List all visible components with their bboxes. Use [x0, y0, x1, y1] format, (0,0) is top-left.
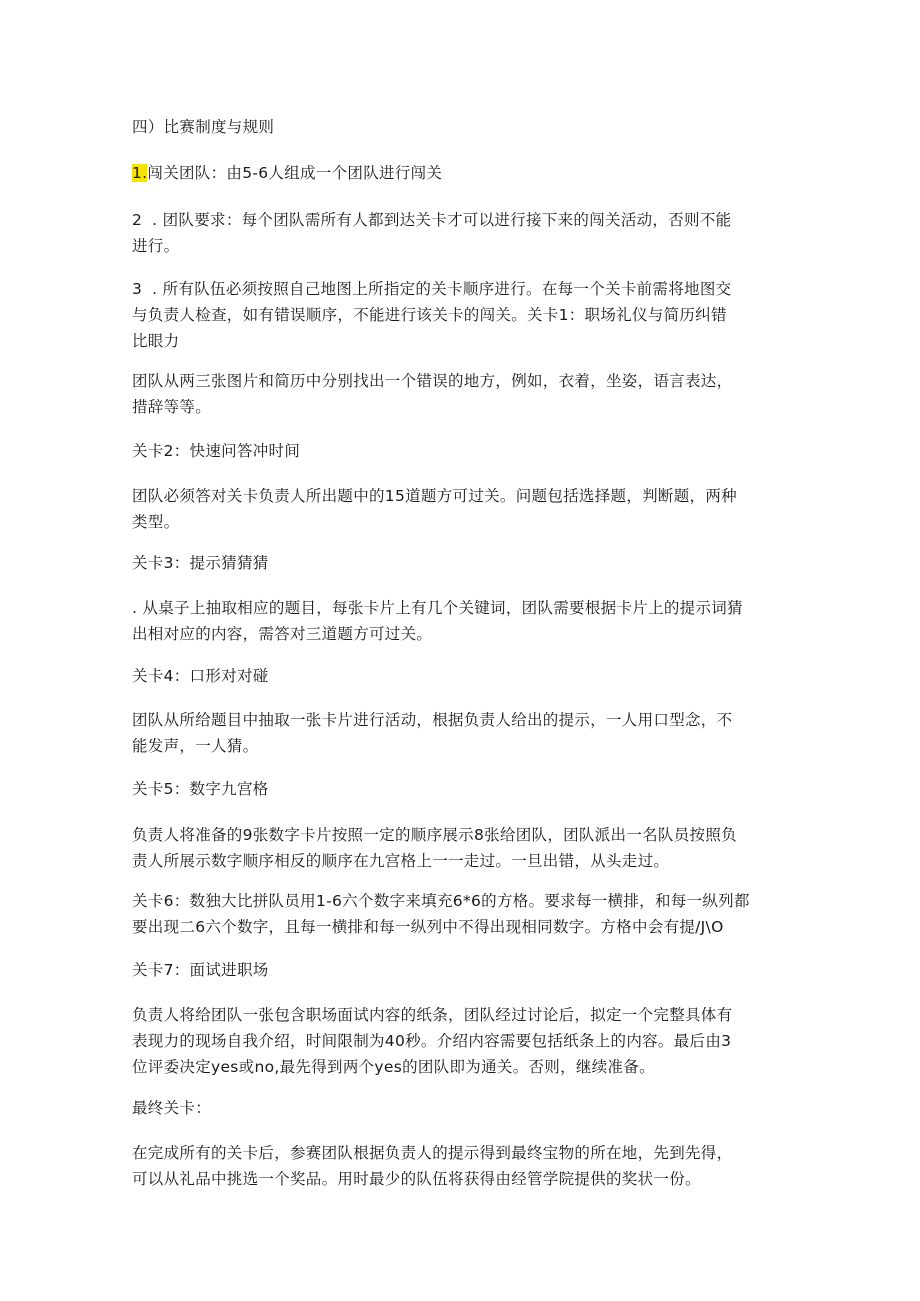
- rule-1: [132, 160, 792, 186]
- level-6-description: 关卡6：数独大比拼队员用1-6六个数字来填充6*6的方格。要求每一横排，和每一纵列都 要出现二6六个数字，且每一横排和每一纵列中不得出现相同数字。方格中会有提/J\O: [132, 892, 750, 936]
- level-5-title: 关卡5：数字九宫格: [132, 780, 269, 798]
- level-3-title: 关卡3：提示猜猜猜: [132, 554, 269, 572]
- level-7-title: 关卡7：面试进职场: [132, 961, 269, 979]
- rule-3-number: 3: [132, 280, 143, 298]
- rule-2-line-1: . 团队要求：每个团队需所有人都到达关卡才可以进行接下来的闯关活动，否则不能: [152, 211, 732, 229]
- rule-1-number-highlight: 1.: [132, 164, 148, 182]
- rule-3-line-3: 比眼力: [132, 332, 180, 350]
- level-4-title: 关卡4：口形对对碰: [132, 667, 269, 685]
- level-4-description: 团队从所给题目中抽取一张卡片进行活动，根据负责人给出的提示，一人用口型念，不 能发声，一人猜。: [132, 711, 733, 755]
- rule-3: [132, 276, 792, 354]
- rule-2: [132, 207, 792, 259]
- final-level-title: 最终关卡：: [132, 1099, 212, 1117]
- level-1-description: 团队从两三张图片和简历中分别找出一个错误的地方，例如，衣着，坐姿，语言表达， 措辞等等。: [132, 372, 733, 416]
- rule-3-line-1: . 所有队伍必须按照自己地图上所指定的关卡顺序进行。在每一个关卡前需将地图交: [152, 280, 732, 298]
- rule-2-line-2: 进行。: [132, 237, 180, 255]
- rule-2-number: 2: [132, 211, 143, 229]
- level-3-description: . 从桌子上抽取相应的题目，每张卡片上有几个关键词，团队需要根据卡片上的提示词猜 出相对应的内容，需答对三道题方可过关。: [132, 599, 743, 643]
- section-heading: 四）比赛制度与规则: [132, 118, 275, 136]
- level-2-title: 关卡2：快速问答冲时间: [132, 442, 301, 460]
- level-2-description: 团队必须答对关卡负责人所出题中的15道题方可过关。问题包括选择题，判断题，两种 类型。: [132, 487, 737, 531]
- rule-3-line-2: 与负责人检查，如有错误顺序，不能进行该关卡的闯关。关卡1：职场礼仪与简历纠错: [132, 306, 727, 324]
- rule-1-text: 闯关团队：由5-6人组成一个团队进行闯关: [147, 164, 443, 182]
- level-7-description: 负责人将给团队一张包含职场面试内容的纸条，团队经过讨论后，拟定一个完整具体有 表现力的现场自我介绍，时间限制为40秒。介绍内容需要包括纸条上的内容。最后由3 位评委决定yes或no,最先得到两个yes的团队即为通关。否则，继续准备。: [132, 1006, 733, 1076]
- level-5-description: 负责人将准备的9张数字卡片按照一定的顺序展示8张给团队，团队派出一名队员按照负 责人所展示数字顺序相反的顺序在九宫格上一一走过。一旦出错，从头走过。: [132, 826, 737, 870]
- final-level-description: 在完成所有的关卡后，参赛团队根据负责人的提示得到最终宝物的所在地，先到先得， 可以从礼品中挑选一个奖品。用时最少的队伍将获得由经管学院提供的奖状一份。: [132, 1144, 733, 1188]
